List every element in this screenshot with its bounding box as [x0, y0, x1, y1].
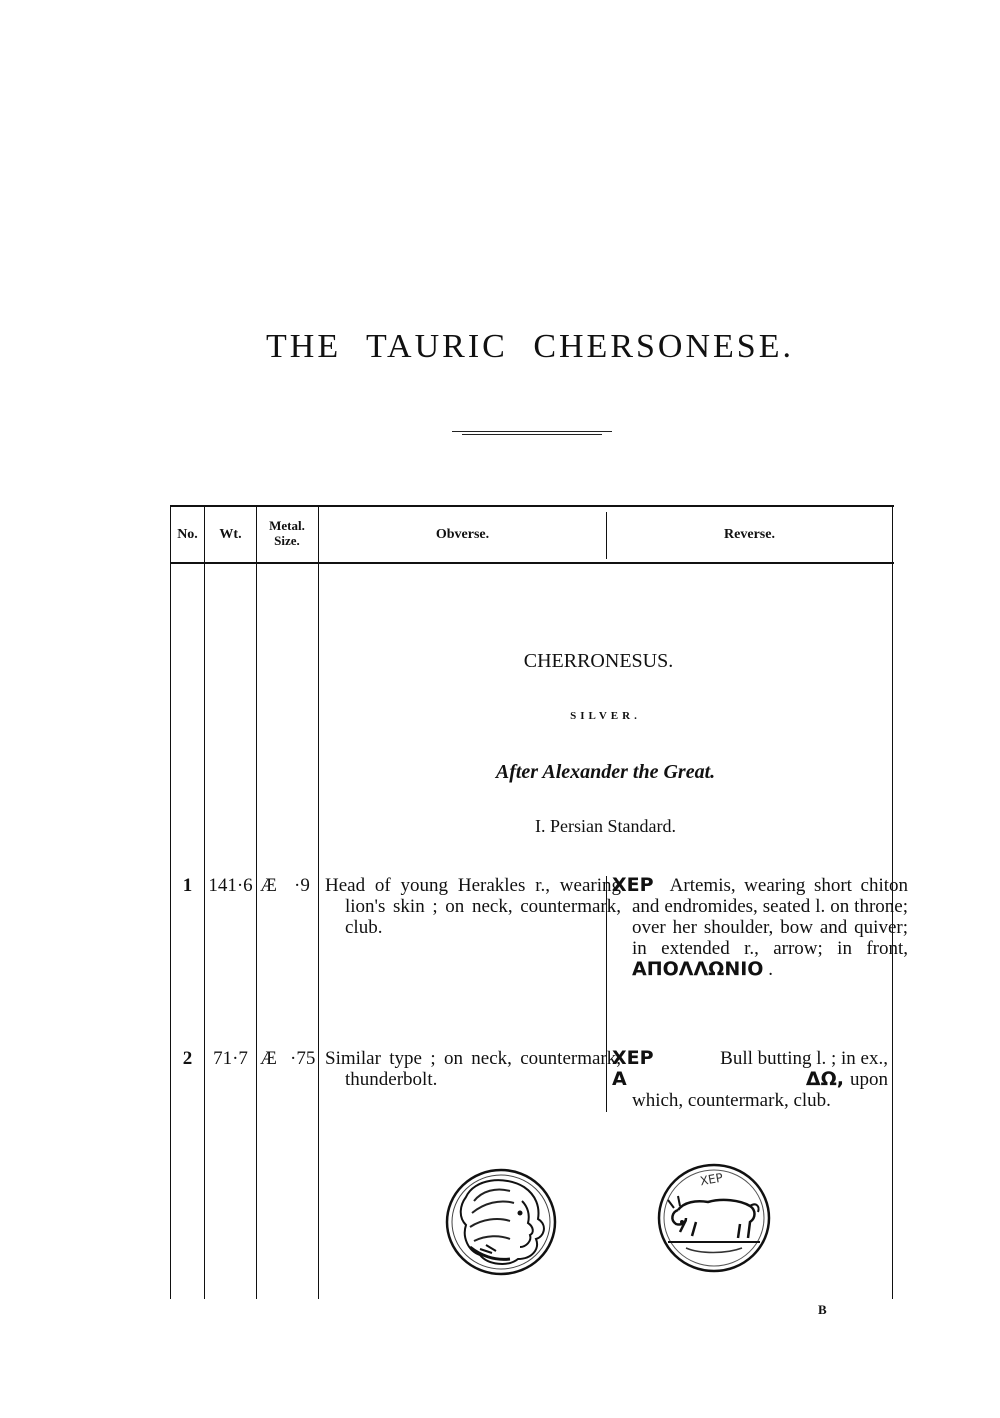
entry-1-weight: 141·6 [208, 875, 253, 896]
entry-2-reverse-greek-b: ΔΩ, [805, 1068, 844, 1090]
coin-reverse-bull-image [656, 1162, 772, 1274]
entry-1-metal: Æ [260, 875, 277, 896]
entry-1-number: 1 [182, 875, 193, 896]
page-signature: B [818, 1302, 827, 1317]
entry-2-metal: Æ [260, 1048, 277, 1069]
entry-2-reverse-line-2 [612, 1069, 888, 1090]
section-standard: I. Persian Standard. [535, 816, 676, 836]
entry-2-reverse [612, 1048, 888, 1111]
header-obverse: Obverse. [435, 527, 490, 542]
entry-2-reverse-text: Bull butting l. ; in ex., [720, 1048, 888, 1069]
page-title: THE TAURIC CHERSONESE. [266, 328, 794, 365]
entry-2-reverse-upon: upon [850, 1069, 888, 1090]
entry-1-reverse-legend: XEP [612, 874, 654, 896]
header-no: No. [177, 527, 198, 542]
entry-1-reverse-punct: . [768, 959, 773, 980]
col-divider-no [204, 506, 205, 1299]
table-border-left [170, 506, 171, 1299]
entry-1-reverse [612, 875, 908, 980]
entry-1-obverse: Head of young Herakles r., wearing lion's skin ; on neck, countermark, club. [325, 875, 621, 938]
entry-1-reverse-greek-legend: ΑΠΟΛΛΩΝΙΟ [632, 958, 764, 980]
section-city-wrap [319, 650, 892, 673]
header-reverse: Reverse. [724, 527, 775, 542]
section-metal: SILVER. [570, 710, 641, 722]
entry-2-reverse-line-3: which, countermark, club. [632, 1090, 831, 1111]
header-metal-size: Metal. Size. [269, 518, 305, 548]
entry-2-weight: 71·7 [213, 1048, 248, 1069]
entry-2-reverse-line-1 [612, 1048, 888, 1069]
section-series: After Alexander the Great. [495, 761, 716, 783]
coin-reverse-legend: XEP [698, 1170, 725, 1189]
table-top-rule [170, 505, 894, 507]
header-wt: Wt. [219, 527, 242, 542]
table-header-rule [170, 562, 894, 564]
entry-1-reverse-text: Artemis, wearing short chiton and endromides, seated l. on throne; over her shoulder, bow and quiver; in extended r., arrow; in front, [632, 875, 908, 959]
entry-2-obverse: Similar type ; on neck, countermark, thunderbolt. [325, 1048, 621, 1090]
entry-2-size: ·75 [290, 1048, 316, 1069]
entry-2-reverse-greek-a: A [612, 1068, 627, 1090]
coin-obverse-herakles-image [444, 1167, 558, 1277]
col-divider-wt [256, 506, 257, 1299]
entry-2-reverse-legend: XEP [612, 1047, 654, 1069]
ornamental-rule [452, 431, 612, 437]
entry-2-number: 2 [182, 1048, 193, 1069]
entry-1-size: ·9 [294, 875, 310, 896]
section-city: CHERRONESUS. [523, 650, 674, 672]
col-divider-metal [318, 506, 319, 1299]
